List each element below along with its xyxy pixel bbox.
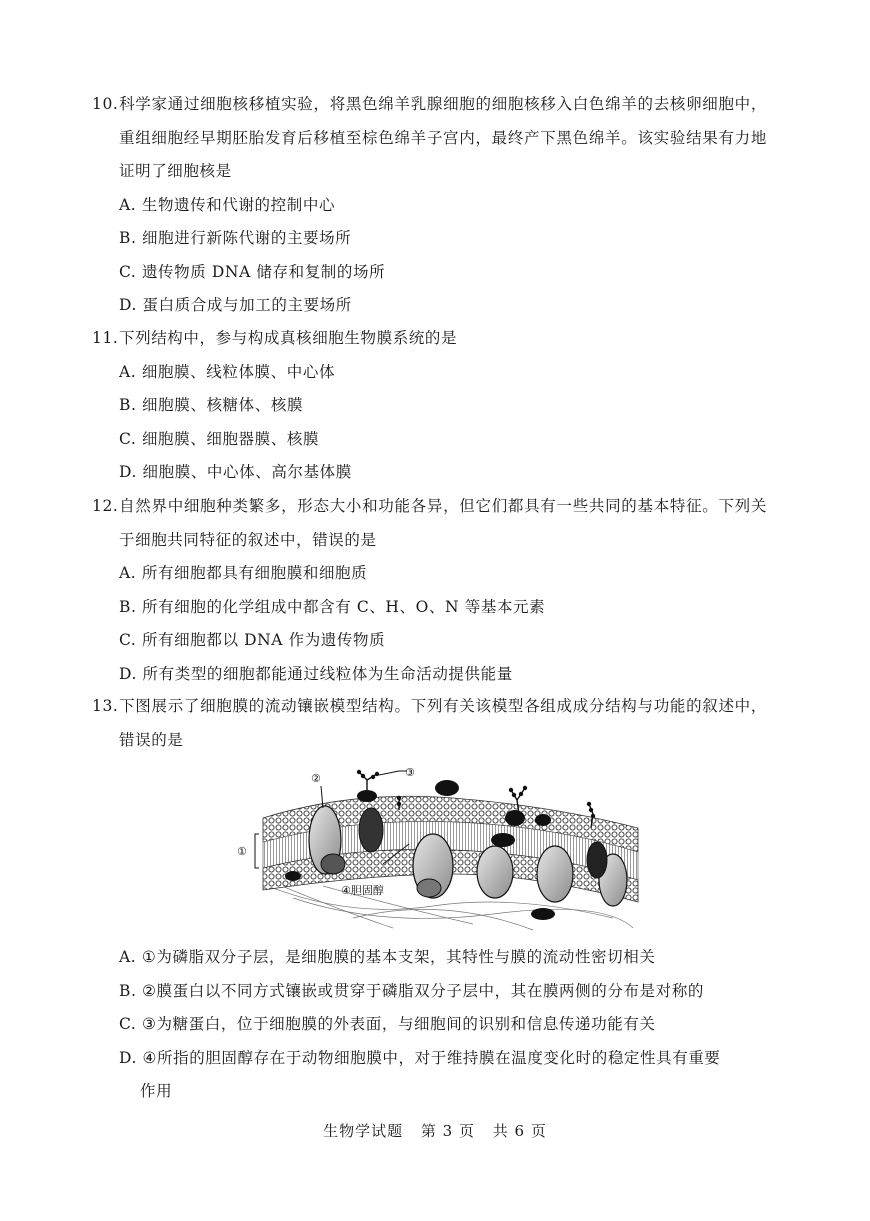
option-d-continuation: 作用 [140,1082,173,1100]
question-13 [92,690,767,757]
page-footer [0,1120,870,1141]
label-one-bracket [255,834,259,868]
option-d: D. 蛋白质合成与加工的主要场所 [119,296,352,314]
option-d: D. 所有类型的细胞都能通过线粒体为生命活动提供能量 [119,664,513,683]
label-two: ② [311,772,321,785]
question-number: 10. [92,95,119,113]
question-10 [92,88,767,323]
question-stem: 自然界中细胞种类繁多，形态大小和功能各异，但它们都具有一些共同的基本特征。下列关于细胞共同特征的叙述中，错误的是 [119,497,767,549]
option-c: C. 所有细胞都以 DNA 作为遗传物质 [119,631,386,649]
label-three-pointer [379,771,399,775]
membrane-model-figure [233,768,639,934]
option-b: B. ②膜蛋白以不同方式镶嵌或贯穿于磷脂双分子层中，其在膜两侧的分布是对称的 [119,981,704,1000]
option-b: B. 细胞进行新陈代谢的主要场所 [119,229,352,247]
option-a: A. ①为磷脂双分子层，是细胞膜的基本支架，其特性与膜的流动性密切相关 [119,948,656,966]
question-number: 12. [92,497,119,515]
option-a: A. 所有细胞都具有细胞膜和细胞质 [119,564,368,582]
question-11 [92,322,767,490]
option-a: A. 生物遗传和代谢的控制中心 [119,195,336,214]
label-one: ① [237,845,247,858]
label-three: ③ [405,768,415,779]
option-a: A. 细胞膜、线粒体膜、中心体 [119,362,336,381]
membrane-diagram [233,768,639,934]
footer-page-number: 第 3 页 [420,1122,475,1140]
option-c: C. ③为糖蛋白，位于细胞膜的外表面，与细胞间的识别和信息传递功能有关 [119,1015,656,1033]
option-c: C. 细胞膜、细胞器膜、核膜 [119,429,320,448]
option-b: B. 细胞膜、核糖体、核膜 [119,396,304,414]
question-stem: 科学家通过细胞核移植实验，将黑色绵羊乳腺细胞的细胞核移入白色绵羊的去核卵细胞中，重组细胞经早期胚胎发育后移植至棕色绵羊子宫内，最终产下黑色绵羊。该实验结果有力地证明了细胞核是 [119,95,767,180]
label-four: ④胆固醇 [341,884,384,897]
option-c: C. 遗传物质 DNA 储存和复制的场所 [119,262,386,281]
footer-subject: 生物学试题 [323,1122,404,1140]
option-b: B. 所有细胞的化学组成中都含有 C、H、O、N 等基本元素 [119,597,546,616]
question-number: 11. [92,329,119,347]
option-d: D. 细胞膜、中心体、高尔基体膜 [119,463,352,481]
question-stem: 下列结构中，参与构成真核细胞生物膜系统的是 [119,329,458,347]
footer-total-pages: 共 6 页 [492,1122,547,1140]
option-d: D. ④所指的胆固醇存在于动物细胞膜中，对于维持膜在温度变化时的稳定性具有重要 [119,1048,721,1067]
question-12 [92,490,767,691]
question-13-options [92,941,767,1109]
question-stem: 下图展示了细胞膜的流动镶嵌模型结构。下列有关该模型各组成成分结构与功能的叙述中，错误的是 [119,697,767,749]
question-number: 13. [92,697,119,715]
